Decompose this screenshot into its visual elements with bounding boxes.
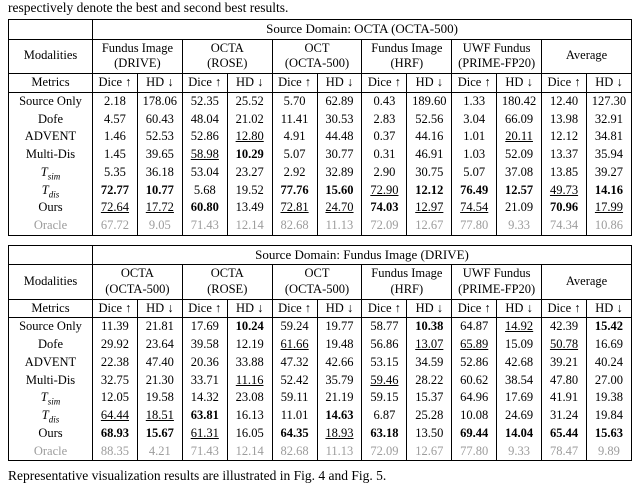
value-cell: 60.62: [452, 372, 497, 390]
table-row: [9, 354, 632, 372]
hd-metric-header: HD ↓: [497, 299, 542, 318]
value-cell: 21.09: [497, 199, 542, 217]
value-cell: 9.33: [497, 443, 542, 461]
hd-metric-header: HD ↓: [497, 74, 542, 93]
table-row: [9, 407, 632, 425]
value-cell: 34.59: [407, 354, 452, 372]
row-label: Ours: [9, 199, 93, 217]
value-cell: 13.07: [407, 336, 452, 354]
value-cell: 0.31: [362, 146, 407, 164]
value-cell: 10.24: [227, 318, 272, 336]
modality-group-header: OCT (OCTA-500): [272, 265, 362, 300]
row-label: Oracle: [9, 443, 93, 461]
value-cell: 5.70: [272, 92, 317, 110]
value-cell: 13.49: [227, 199, 272, 217]
value-cell: 61.31: [182, 425, 227, 443]
value-cell: 77.80: [452, 443, 497, 461]
value-cell: 15.42: [586, 318, 631, 336]
hd-metric-header: HD ↓: [227, 74, 272, 93]
value-cell: 12.05: [93, 389, 138, 407]
results-table-2: [8, 245, 632, 462]
value-cell: 36.18: [137, 164, 182, 182]
value-cell: 12.40: [542, 92, 587, 110]
modality-group-header: Average: [542, 39, 632, 74]
dice-metric-header: Dice ↑: [182, 299, 227, 318]
value-cell: 44.16: [407, 128, 452, 146]
value-cell: 10.08: [452, 407, 497, 425]
value-cell: 23.64: [137, 336, 182, 354]
value-cell: 33.88: [227, 354, 272, 372]
row-label: $T_{dis}$: [9, 182, 93, 200]
value-cell: 71.43: [182, 217, 227, 235]
value-cell: 65.89: [452, 336, 497, 354]
value-cell: 18.93: [317, 425, 362, 443]
value-cell: 2.90: [362, 164, 407, 182]
value-cell: 12.14: [227, 443, 272, 461]
value-cell: 66.09: [497, 111, 542, 129]
hd-metric-header: HD ↓: [407, 299, 452, 318]
value-cell: 82.68: [272, 217, 317, 235]
value-cell: 20.36: [182, 354, 227, 372]
value-cell: 72.09: [362, 217, 407, 235]
value-cell: 21.19: [317, 389, 362, 407]
value-cell: 33.71: [182, 372, 227, 390]
value-cell: 2.18: [93, 92, 138, 110]
value-cell: 1.33: [452, 92, 497, 110]
value-cell: 68.93: [93, 425, 138, 443]
modalities-header: Modalities: [9, 265, 93, 300]
value-cell: 31.24: [542, 407, 587, 425]
value-cell: 67.72: [93, 217, 138, 235]
caption-top: respectively denote the best and second best results.: [8, 0, 289, 15]
value-cell: 59.15: [362, 389, 407, 407]
value-cell: 19.52: [227, 182, 272, 200]
table-row: [9, 217, 632, 235]
value-cell: 60.43: [137, 111, 182, 129]
row-label: $T_{sim}$: [9, 164, 93, 182]
value-cell: 12.97: [407, 199, 452, 217]
table-row: [9, 182, 632, 200]
modality-group-header: OCTA (OCTA-500): [93, 265, 183, 300]
value-cell: 59.24: [272, 318, 317, 336]
value-cell: 65.44: [542, 425, 587, 443]
value-cell: 12.19: [227, 336, 272, 354]
value-cell: 17.72: [137, 199, 182, 217]
value-cell: 15.09: [497, 336, 542, 354]
value-cell: 23.08: [227, 389, 272, 407]
value-cell: 42.66: [317, 354, 362, 372]
value-cell: 74.54: [452, 199, 497, 217]
value-cell: 64.44: [93, 407, 138, 425]
value-cell: 52.42: [272, 372, 317, 390]
value-cell: 9.89: [586, 443, 631, 461]
value-cell: 56.86: [362, 336, 407, 354]
modalities-header: Modalities: [9, 39, 93, 74]
value-cell: 52.86: [452, 354, 497, 372]
value-cell: 178.06: [137, 92, 182, 110]
value-cell: 28.22: [407, 372, 452, 390]
value-cell: 5.07: [452, 164, 497, 182]
dice-metric-header: Dice ↑: [452, 74, 497, 93]
value-cell: 15.63: [586, 425, 631, 443]
value-cell: 21.30: [137, 372, 182, 390]
value-cell: 72.77: [93, 182, 138, 200]
value-cell: 10.86: [586, 217, 631, 235]
corner-cell: [9, 20, 93, 39]
value-cell: 52.09: [497, 146, 542, 164]
value-cell: 34.81: [586, 128, 631, 146]
value-cell: 18.51: [137, 407, 182, 425]
value-cell: 49.73: [542, 182, 587, 200]
value-cell: 180.42: [497, 92, 542, 110]
value-cell: 32.75: [93, 372, 138, 390]
value-cell: 30.75: [407, 164, 452, 182]
value-cell: 19.77: [317, 318, 362, 336]
value-cell: 17.69: [497, 389, 542, 407]
value-cell: 41.91: [542, 389, 587, 407]
value-cell: 1.45: [93, 146, 138, 164]
value-cell: 5.35: [93, 164, 138, 182]
value-cell: 22.38: [93, 354, 138, 372]
dice-metric-header: Dice ↑: [182, 74, 227, 93]
value-cell: 35.94: [586, 146, 631, 164]
modality-group-header: Fundus Image (HRF): [362, 265, 452, 300]
value-cell: 17.69: [182, 318, 227, 336]
hd-metric-header: HD ↓: [317, 299, 362, 318]
value-cell: 30.77: [317, 146, 362, 164]
value-cell: 46.91: [407, 146, 452, 164]
value-cell: 14.92: [497, 318, 542, 336]
value-cell: 12.67: [407, 443, 452, 461]
value-cell: 4.57: [93, 111, 138, 129]
value-cell: 58.98: [182, 146, 227, 164]
hd-metric-header: HD ↓: [317, 74, 362, 93]
row-label: Ours: [9, 425, 93, 443]
value-cell: 32.89: [317, 164, 362, 182]
value-cell: 61.66: [272, 336, 317, 354]
value-cell: 5.07: [272, 146, 317, 164]
value-cell: 39.21: [542, 354, 587, 372]
value-cell: 25.28: [407, 407, 452, 425]
value-cell: 11.41: [272, 111, 317, 129]
row-label: ADVENT: [9, 354, 93, 372]
value-cell: 12.14: [227, 217, 272, 235]
value-cell: 21.02: [227, 111, 272, 129]
hd-metric-header: HD ↓: [137, 299, 182, 318]
value-cell: 2.92: [272, 164, 317, 182]
table-row: [9, 318, 632, 336]
value-cell: 4.21: [137, 443, 182, 461]
modality-group-header: OCTA (ROSE): [182, 265, 272, 300]
dice-metric-header: Dice ↑: [362, 299, 407, 318]
value-cell: 16.05: [227, 425, 272, 443]
value-cell: 127.30: [586, 92, 631, 110]
value-cell: 62.89: [317, 92, 362, 110]
value-cell: 35.79: [317, 372, 362, 390]
value-cell: 50.78: [542, 336, 587, 354]
row-label: Multi-Dis: [9, 372, 93, 390]
hd-metric-header: HD ↓: [586, 299, 631, 318]
metrics-header: Metrics: [9, 74, 93, 93]
value-cell: 24.70: [317, 199, 362, 217]
table-row: [9, 146, 632, 164]
source-domain-header: Source Domain: OCTA (OCTA-500): [93, 20, 632, 39]
table-row: [9, 92, 632, 110]
value-cell: 20.11: [497, 128, 542, 146]
modality-group-header: Fundus Image (HRF): [362, 39, 452, 74]
table-row: [9, 111, 632, 129]
dice-metric-header: Dice ↑: [93, 74, 138, 93]
table-row: [9, 425, 632, 443]
value-cell: 60.80: [182, 199, 227, 217]
table-row: [9, 164, 632, 182]
value-cell: 15.60: [317, 182, 362, 200]
value-cell: 1.46: [93, 128, 138, 146]
value-cell: 12.12: [407, 182, 452, 200]
value-cell: 9.05: [137, 217, 182, 235]
results-tables: [0, 19, 640, 461]
value-cell: 12.80: [227, 128, 272, 146]
value-cell: 52.56: [407, 111, 452, 129]
value-cell: 0.43: [362, 92, 407, 110]
value-cell: 77.76: [272, 182, 317, 200]
value-cell: 71.43: [182, 443, 227, 461]
row-label: Multi-Dis: [9, 146, 93, 164]
value-cell: 12.12: [542, 128, 587, 146]
value-cell: 16.13: [227, 407, 272, 425]
hd-metric-header: HD ↓: [586, 74, 631, 93]
value-cell: 78.47: [542, 443, 587, 461]
value-cell: 15.37: [407, 389, 452, 407]
row-label: Source Only: [9, 92, 93, 110]
value-cell: 24.69: [497, 407, 542, 425]
value-cell: 74.34: [542, 217, 587, 235]
value-cell: 13.37: [542, 146, 587, 164]
modality-group-header: UWF Fundus (PRIME-FP20): [452, 265, 542, 300]
row-label: Dofe: [9, 111, 93, 129]
value-cell: 2.83: [362, 111, 407, 129]
value-cell: 53.04: [182, 164, 227, 182]
value-cell: 42.68: [497, 354, 542, 372]
value-cell: 72.90: [362, 182, 407, 200]
value-cell: 25.52: [227, 92, 272, 110]
table-row: [9, 443, 632, 461]
value-cell: 3.04: [452, 111, 497, 129]
value-cell: 52.35: [182, 92, 227, 110]
value-cell: 1.01: [452, 128, 497, 146]
value-cell: 19.48: [317, 336, 362, 354]
hd-metric-header: HD ↓: [137, 74, 182, 93]
value-cell: 14.04: [497, 425, 542, 443]
value-cell: 37.08: [497, 164, 542, 182]
dice-metric-header: Dice ↑: [272, 299, 317, 318]
row-label: Source Only: [9, 318, 93, 336]
value-cell: 5.68: [182, 182, 227, 200]
value-cell: 15.67: [137, 425, 182, 443]
caption-bottom: Representative visualization results are illustrated in Fig. 4 and Fig. 5.: [8, 468, 387, 484]
value-cell: 39.65: [137, 146, 182, 164]
dice-metric-header: Dice ↑: [362, 74, 407, 93]
row-label: ADVENT: [9, 128, 93, 146]
value-cell: 39.58: [182, 336, 227, 354]
value-cell: 12.57: [497, 182, 542, 200]
value-cell: 72.09: [362, 443, 407, 461]
value-cell: 4.91: [272, 128, 317, 146]
corner-cell: [9, 245, 93, 264]
value-cell: 63.81: [182, 407, 227, 425]
value-cell: 47.32: [272, 354, 317, 372]
value-cell: 64.35: [272, 425, 317, 443]
metrics-header: Metrics: [9, 299, 93, 318]
value-cell: 77.80: [452, 217, 497, 235]
value-cell: 74.03: [362, 199, 407, 217]
results-table-1: [8, 19, 632, 236]
hd-metric-header: HD ↓: [407, 74, 452, 93]
value-cell: 30.53: [317, 111, 362, 129]
modality-group-header: OCTA (ROSE): [182, 39, 272, 74]
value-cell: 70.96: [542, 199, 587, 217]
value-cell: 9.33: [497, 217, 542, 235]
row-label: Dofe: [9, 336, 93, 354]
value-cell: 53.15: [362, 354, 407, 372]
value-cell: 58.77: [362, 318, 407, 336]
value-cell: 69.44: [452, 425, 497, 443]
row-label: Oracle: [9, 217, 93, 235]
value-cell: 1.03: [452, 146, 497, 164]
value-cell: 29.92: [93, 336, 138, 354]
value-cell: 59.46: [362, 372, 407, 390]
table-row: [9, 336, 632, 354]
row-label: $T_{dis}$: [9, 407, 93, 425]
value-cell: 12.67: [407, 217, 452, 235]
table-row: [9, 389, 632, 407]
dice-metric-header: Dice ↑: [542, 74, 587, 93]
value-cell: 11.39: [93, 318, 138, 336]
value-cell: 64.87: [452, 318, 497, 336]
value-cell: 19.58: [137, 389, 182, 407]
value-cell: 72.64: [93, 199, 138, 217]
hd-metric-header: HD ↓: [227, 299, 272, 318]
value-cell: 42.39: [542, 318, 587, 336]
value-cell: 11.13: [317, 217, 362, 235]
value-cell: 88.35: [93, 443, 138, 461]
value-cell: 13.98: [542, 111, 587, 129]
value-cell: 16.69: [586, 336, 631, 354]
value-cell: 189.60: [407, 92, 452, 110]
value-cell: 32.91: [586, 111, 631, 129]
value-cell: 52.86: [182, 128, 227, 146]
value-cell: 21.81: [137, 318, 182, 336]
value-cell: 14.32: [182, 389, 227, 407]
modality-group-header: OCT (OCTA-500): [272, 39, 362, 74]
value-cell: 39.27: [586, 164, 631, 182]
value-cell: 48.04: [182, 111, 227, 129]
value-cell: 19.84: [586, 407, 631, 425]
value-cell: 13.85: [542, 164, 587, 182]
table-row: [9, 128, 632, 146]
modality-group-header: UWF Fundus (PRIME-FP20): [452, 39, 542, 74]
value-cell: 10.29: [227, 146, 272, 164]
value-cell: 10.38: [407, 318, 452, 336]
value-cell: 14.63: [317, 407, 362, 425]
value-cell: 11.01: [272, 407, 317, 425]
value-cell: 40.24: [586, 354, 631, 372]
value-cell: 82.68: [272, 443, 317, 461]
table-row: [9, 199, 632, 217]
value-cell: 64.96: [452, 389, 497, 407]
value-cell: 11.16: [227, 372, 272, 390]
value-cell: 63.18: [362, 425, 407, 443]
value-cell: 11.13: [317, 443, 362, 461]
value-cell: 23.27: [227, 164, 272, 182]
value-cell: 44.48: [317, 128, 362, 146]
source-domain-header: Source Domain: Fundus Image (DRIVE): [93, 245, 632, 264]
value-cell: 59.11: [272, 389, 317, 407]
value-cell: 38.54: [497, 372, 542, 390]
value-cell: 10.77: [137, 182, 182, 200]
value-cell: 27.00: [586, 372, 631, 390]
dice-metric-header: Dice ↑: [452, 299, 497, 318]
modality-group-header: Fundus Image (DRIVE): [93, 39, 183, 74]
dice-metric-header: Dice ↑: [93, 299, 138, 318]
value-cell: 0.37: [362, 128, 407, 146]
value-cell: 14.16: [586, 182, 631, 200]
value-cell: 47.40: [137, 354, 182, 372]
table-row: [9, 372, 632, 390]
value-cell: 13.50: [407, 425, 452, 443]
dice-metric-header: Dice ↑: [272, 74, 317, 93]
row-label: $T_{sim}$: [9, 389, 93, 407]
value-cell: 17.99: [586, 199, 631, 217]
value-cell: 47.80: [542, 372, 587, 390]
dice-metric-header: Dice ↑: [542, 299, 587, 318]
value-cell: 19.38: [586, 389, 631, 407]
value-cell: 6.87: [362, 407, 407, 425]
value-cell: 72.81: [272, 199, 317, 217]
value-cell: 52.53: [137, 128, 182, 146]
modality-group-header: Average: [542, 265, 632, 300]
value-cell: 76.49: [452, 182, 497, 200]
